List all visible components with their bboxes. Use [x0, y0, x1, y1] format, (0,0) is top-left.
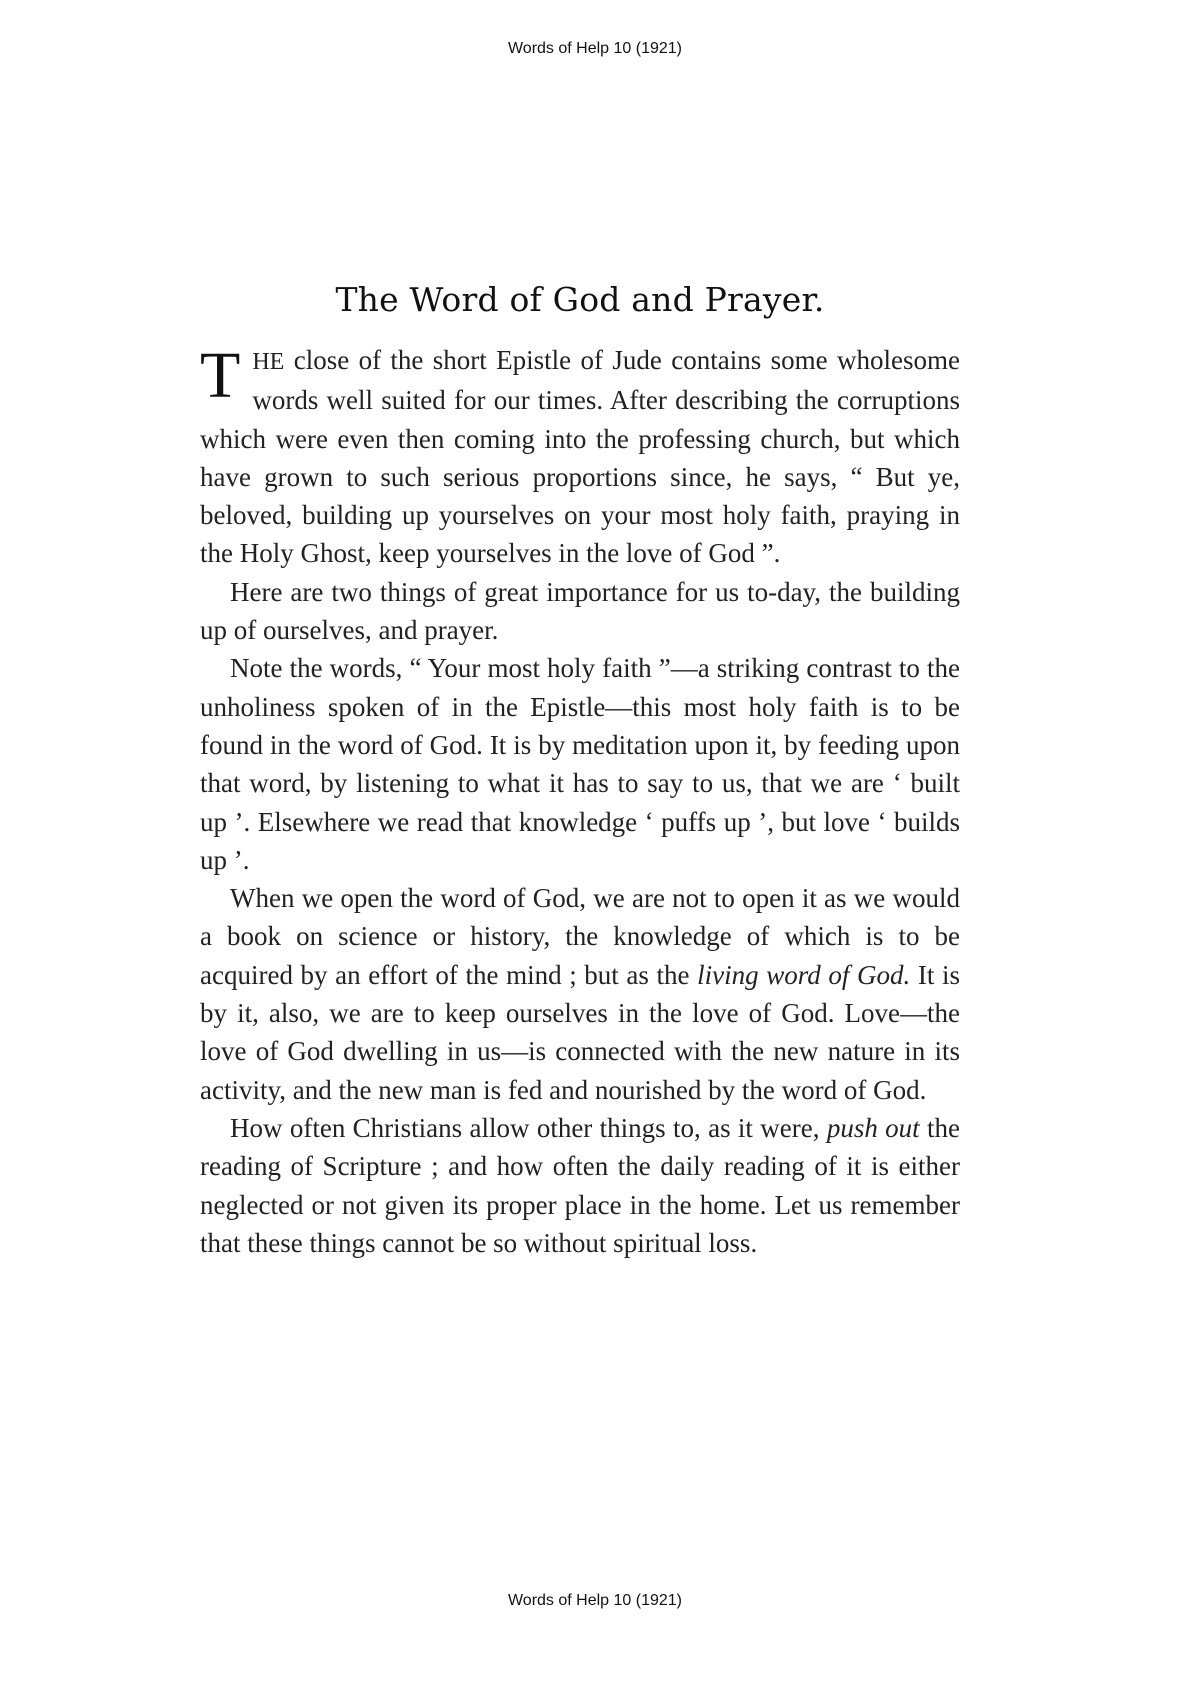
paragraph-5-emphasis: push out	[826, 1112, 920, 1143]
paragraph-3: Note the words, “ Your most holy faith ”—a striking contrast to the unholiness spoken of in the Epistle—this most holy faith is to be found in the word of God. It is by meditation upon it, by feeding upon that word, by listening to what it has to say to us, that we are ‘ built up ’. Elsewhere we read that knowledge ‘ puffs up ’, but love ‘ builds up ’.	[200, 653, 960, 875]
paragraph-4-emphasis: living word of God.	[697, 959, 911, 990]
article	[200, 280, 960, 1262]
paragraph-1	[200, 341, 960, 573]
paragraph-5	[200, 1109, 960, 1262]
paragraph-5-text-b: the reading of Scripture ; and how often the daily reading of it is either neglected or not given its proper place in the home. Let us remember that these things cannot be so without spiritual loss.	[200, 1112, 960, 1258]
article-title: The Word of God and Prayer.	[335, 280, 825, 319]
paragraph-1-text: close of the short Epistle of Jude contains some wholesome words well suited for our times. After describing the corruptions which were even then coming into the professing church, but which have grown to such serious proportions since, he says, “ But ye, beloved, building up yourselves on your most holy faith, praying in the Holy Ghost, keep yourselves in the love of God ”.	[200, 345, 960, 569]
drop-cap: T	[200, 339, 241, 412]
paragraph-4-text-a: When we open the word of God, we are not to open it as we would a book on science or history, the knowledge of which is to be acquired by an effort of the mind ; but as the	[200, 883, 960, 990]
lead-caps: HE	[252, 349, 285, 375]
paragraph-4-text-b: It is by it, also, we are to keep ourselves in the love of God. Love—the love of God dwelling in us—is connected with the new nature in its activity, and the new man is fed and nourished by the word of God.	[200, 959, 960, 1105]
running-header: Words of Help 10 (1921)	[507, 40, 682, 57]
paragraph-5-text-a: How often Christians allow other things to, as it were,	[230, 1112, 827, 1143]
running-footer: Words of Help 10 (1921)	[507, 1592, 682, 1609]
paragraph-4	[200, 879, 960, 1109]
paragraph-2: Here are two things of great importance for us to-day, the building up of ourselves, and prayer.	[200, 576, 960, 646]
